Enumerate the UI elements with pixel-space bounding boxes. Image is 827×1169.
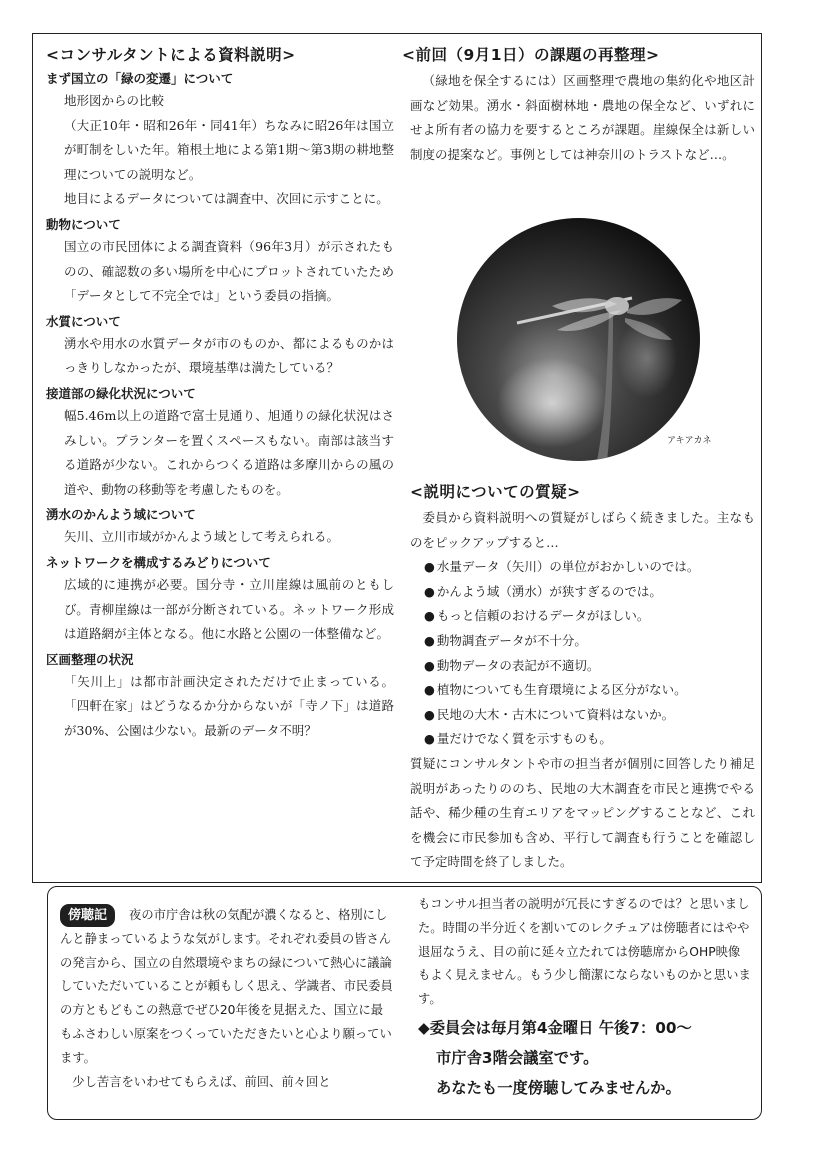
consultant-explanation-column	[46, 43, 394, 743]
block-heading: ネットワークを構成するみどりについて	[46, 554, 271, 570]
qa-section	[410, 480, 755, 875]
qa-item: ● もっと信頼のおけるデータがほしい。	[410, 604, 755, 629]
qa-item: ● 水量データ（矢川）の単位がおかしいのでは。	[410, 555, 755, 580]
block-paragraph: 国立の市民団体による調査資料（96年3月）が示されたものの、確認数の多い場所を中心にプロットされていたため「データとして不完全では」という委員の指摘。	[64, 238, 394, 304]
qa-item: ● 動物データの表記が不適切。	[410, 654, 755, 679]
photo-caption: アキアカネ	[667, 436, 712, 446]
qa-item: ● 動物調査データが不十分。	[410, 629, 755, 654]
observer-notes-text-2: 少し苦言をいわせてもらえば、前回、前々回と	[72, 1074, 331, 1089]
block-heading: まず国立の「緑の変遷」について	[46, 71, 234, 86]
block-heading: 水質について	[46, 313, 121, 329]
block-paragraph: 湧水や用水の水質データが市のものか、都によるものかはっきりしなかったが、環境基準は満たしている？	[64, 335, 394, 376]
observer-notes-badge: 傍聴記	[60, 904, 115, 927]
section-title-previous: <前回（9月1日）の課題の再整理>	[402, 46, 660, 64]
qa-item: ● 量だけでなく質を示すものも。	[410, 727, 755, 752]
qa-outro: 質疑にコンサルタントや市の担当者が個別に回答したり補足説明があったりののち、民地の大木調査を市民と連携でやる話や、稀少種の生育エリアをマッピングすることなど、これを機会に市民参加も含め、平行して調査も行うことを確認して予定時間を終了しました。	[410, 755, 755, 870]
block-paragraph: 幅5.46m以上の道路で富士見通り、旭通りの緑化状況はさみしい。プランターを置くスペースもない。南部は該当する道路が少ない。これからつくる道路は多摩川からの風の道や、動物の移動等を考慮したものを。	[64, 407, 394, 497]
block-paragraph: 矢川、立川市域がかんよう域として考えられる。	[64, 529, 340, 545]
qa-intro: 委員から資料説明への質疑がしばらく続きました。主なものをピックアップすると…	[410, 510, 755, 550]
previous-issues-column	[402, 43, 755, 167]
qa-item: ● 民地の大木・古木について資料はないか。	[410, 703, 755, 728]
observer-notes-text: 夜の市庁舎は秋の気配が濃くなると、格別にしんと静まっているような気がします。それぞれ委員の皆さんの発言から、国立の自然環境やまちの緑について熱心に議論していただいていることが頼もしく思え、学識者、市民委員の方ともどもこの熱意でぜひ20年後を見据えた、国立に最もふさわしい原案をつくっていただきたいと心より願っています。	[60, 908, 393, 1065]
block-heading: 区画整理の状況	[46, 651, 134, 667]
observer-notes-left	[60, 904, 394, 1094]
observer-notes-right	[418, 893, 751, 1102]
block-heading: 湧水のかんよう域について	[46, 507, 196, 523]
block-paragraph: 地形図からの比較	[64, 93, 165, 108]
block-paragraph: 広域的に連携が必要。国分寺・立川崖線は風前のともしび。青柳崖線は一部が分断されている。ネットワーク形成は道路網が主体となる。他に水路と公園の一体整備など。	[64, 576, 394, 642]
qa-item: ● かんよう域（湧水）が狭すぎるのでは。	[410, 580, 755, 605]
qa-list	[410, 555, 755, 752]
block-paragraph: 地目によるデータについては調査中、次回に示すことに。	[64, 191, 389, 207]
block-paragraph: （大正10年・昭和26年・同41年）ちなみに昭26年は国立が町制をしいた年。箱根土地による第1期～第3期の耕地整理についての説明など。	[64, 117, 394, 182]
meeting-schedule-line3: あなたも一度傍聴してみませんか。	[436, 1078, 681, 1097]
dragonfly-photo	[457, 218, 700, 461]
observer-notes-continued: もコンサル担当者の説明が冗長にすぎるのでは？と思いました。時間の半分近くを割いてのレクチュアは傍聴者にはやや退屈なうえ、目の前に延々立たれては傍聴席からOHP映像もよく見えません。もう少し簡潔にならないものかと思います。	[418, 897, 751, 1007]
meeting-schedule-line2: 市庁舎3階会議室です。	[436, 1048, 599, 1067]
block-heading: 動物について	[46, 216, 121, 232]
block-heading: 接道部の緑化状況について	[46, 385, 196, 401]
previous-issues-text: （緑地を保全するには）区画整理で農地の集約化や地区計画など効果。湧水・斜面樹林地・農地の保全など、いずれにせよ所有者の協力を要するところが課題。崖線保全は新しい制度の提案など。事例としては神奈川のトラストなど…。	[410, 73, 755, 162]
section-title-consultant: <コンサルタントによる資料説明>	[46, 46, 296, 64]
block-paragraph: 「矢川上」は都市計画決定されただけで止まっている。「四軒在家」はどうなるか分からないが「寺ノ下」は道路が30%、公園は少ない。最新のデータ不明？	[64, 673, 394, 738]
qa-item: ● 植物についても生育環境による区分がない。	[410, 678, 755, 703]
meeting-schedule-line1: ◆委員会は毎月第4金曜日 午後7：00～	[418, 1018, 692, 1037]
section-title-qa: <説明についての質疑>	[410, 483, 581, 501]
